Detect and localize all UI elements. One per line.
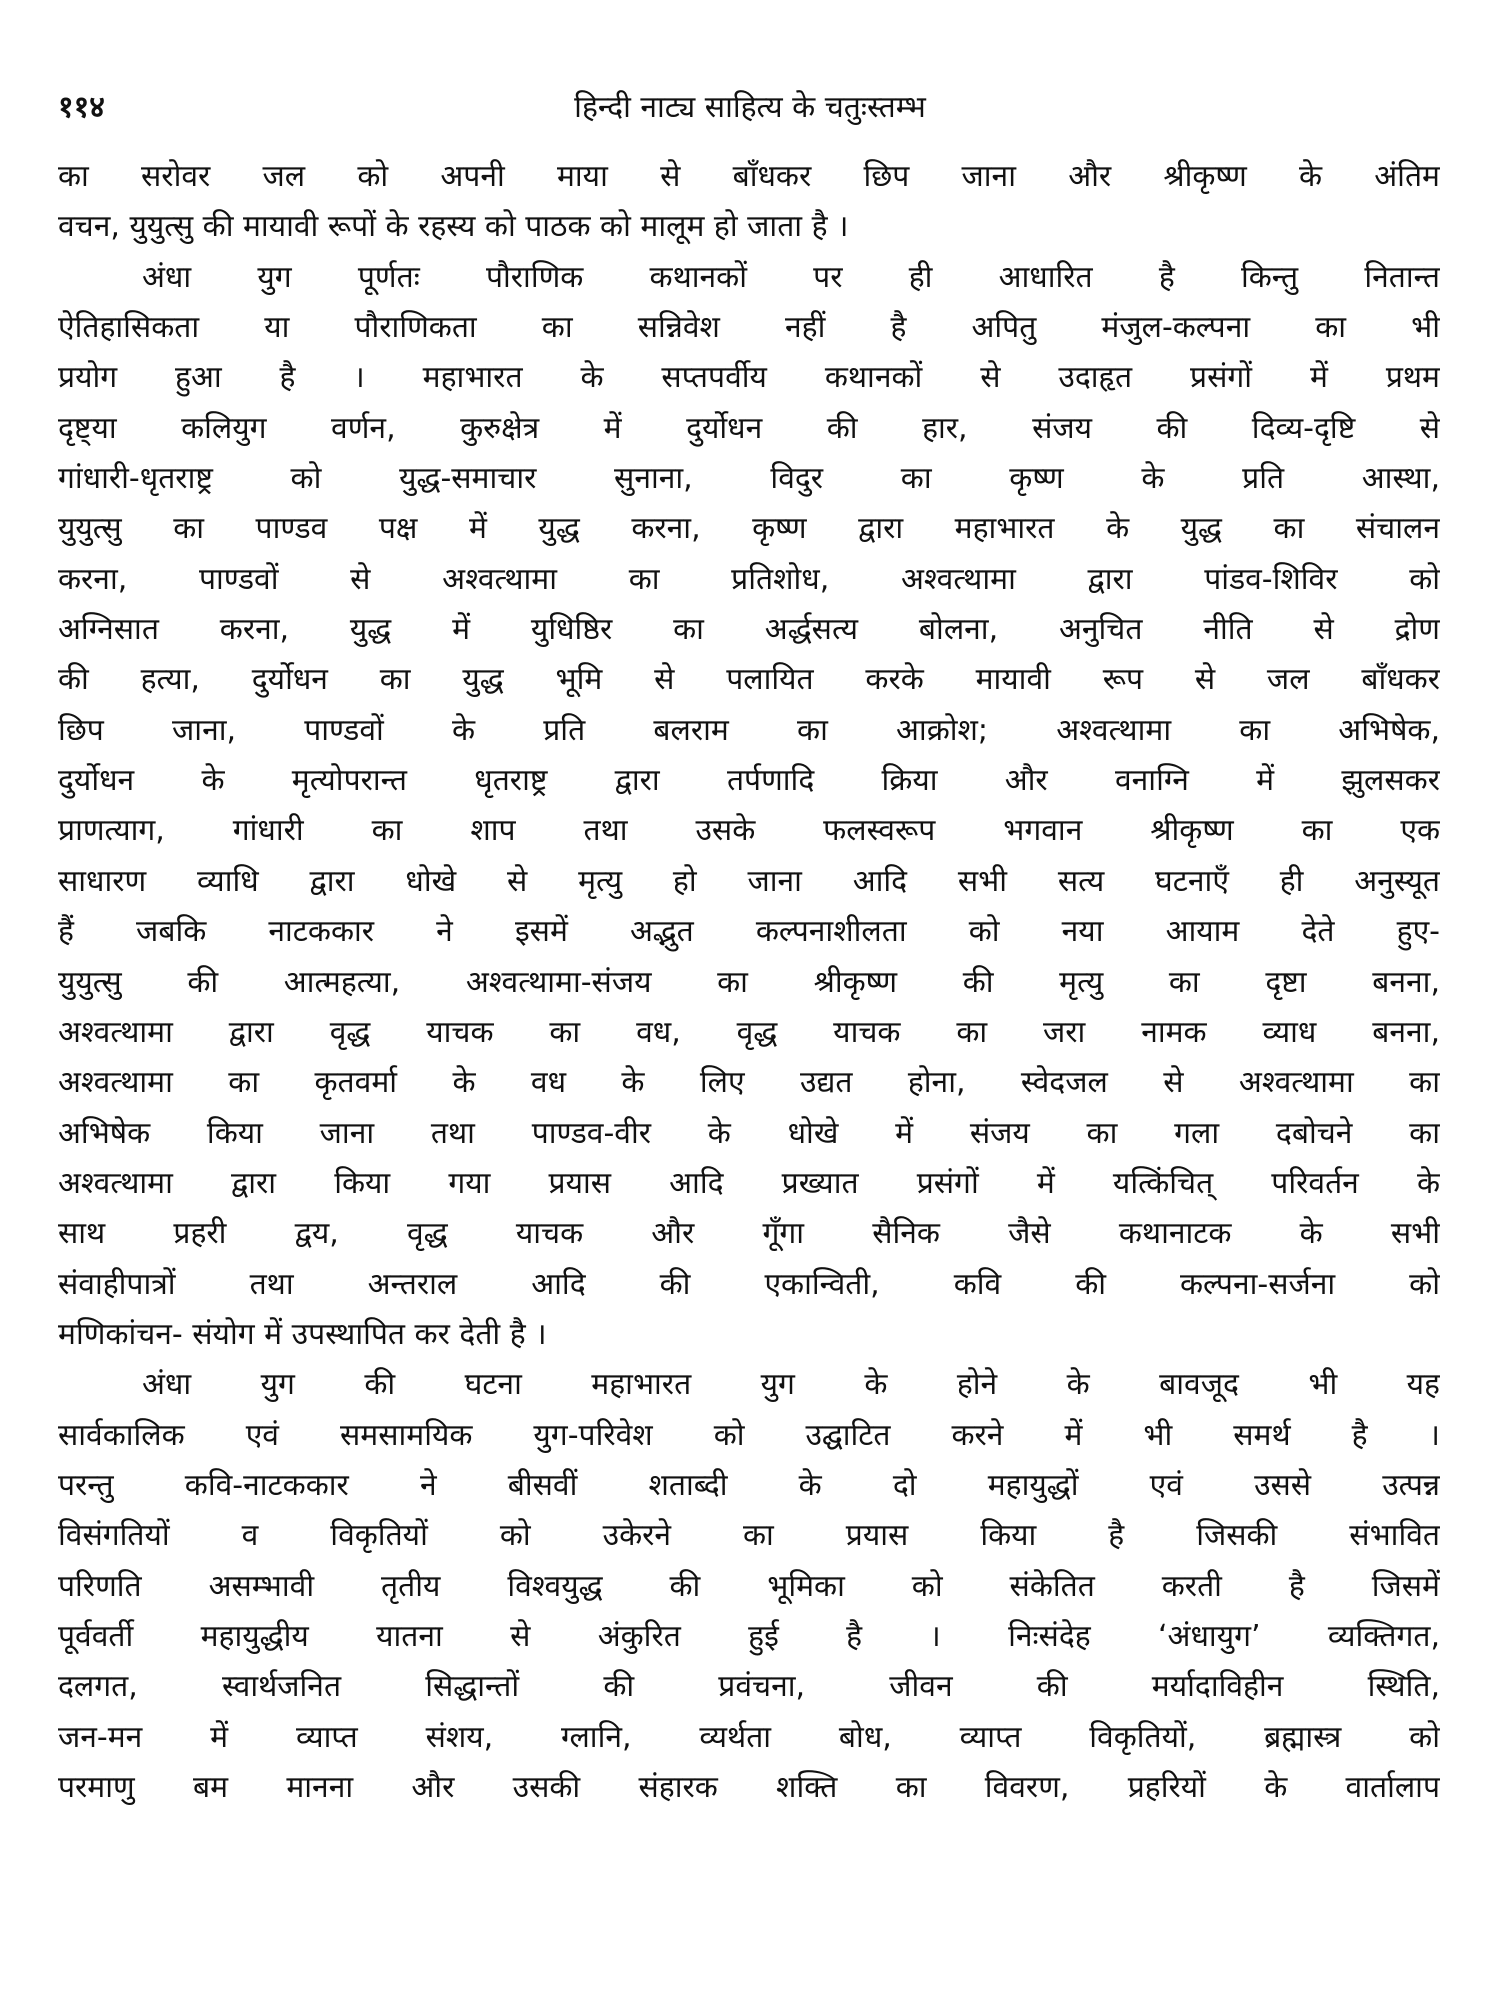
text-line: परन्तु कवि-नाटककार ने बीसवीं शताब्दी के दो महायुद्धों एवं उससे उत्पन्न <box>58 1467 1440 1503</box>
text-line: की हत्या, दुर्योधन का युद्ध भूमि से पलायित करके मायावी रूप से जल बाँधकर <box>58 662 1440 698</box>
running-head <box>58 84 1442 132</box>
paragraph-1 <box>58 152 1440 253</box>
text-line: करना, पाण्डवों से अश्वत्थामा का प्रतिशोध, अश्वत्थामा द्वारा पांडव-शिविर को <box>58 561 1440 597</box>
text-line: परिणति असम्भावी तृतीय विश्वयुद्ध की भूमिका को संकेतित करती है जिसमें <box>58 1568 1440 1604</box>
page-body <box>58 152 1440 1813</box>
text-line: प्राणत्याग, गांधारी का शाप तथा उसके फलस्वरूप भगवान श्रीकृष्ण का एक <box>58 813 1440 849</box>
text-line: ऐतिहासिकता या पौराणिकता का सन्निवेश नहीं है अपितु मंजुल-कल्पना का भी <box>58 310 1440 346</box>
text-line: अश्वत्थामा द्वारा वृद्ध याचक का वध, वृद्ध याचक का जरा नामक व्याध बनना, <box>58 1014 1440 1050</box>
text-line: साधारण व्याधि द्वारा धोखे से मृत्यु हो जाना आदि सभी सत्य घटनाएँ ही अनुस्यूत <box>58 863 1440 899</box>
text-line: प्रयोग हुआ है । महाभारत के सप्तपर्वीय कथानकों से उदाहृत प्रसंगों में प्रथम <box>58 360 1440 396</box>
text-line: साथ प्रहरी द्वय, वृद्ध याचक और गूँगा सैनिक जैसे कथानाटक के सभी <box>58 1216 1440 1252</box>
page-number: ११४ <box>58 90 105 125</box>
text-line: अभिषेक किया जाना तथा पाण्डव-वीर के धोखे में संजय का गला दबोचने का <box>58 1115 1440 1151</box>
text-line: अंधा युग पूर्णतः पौराणिक कथानकों पर ही आधारित है किन्तु नितान्त <box>142 259 1440 295</box>
running-head-title: हिन्दी नाट्य साहित्य के चतुःस्तम्भ <box>574 90 926 125</box>
paragraph-3 <box>58 1360 1440 1813</box>
text-line: अग्निसात करना, युद्ध में युधिष्ठिर का अर्द्धसत्य बोलना, अनुचित नीति से द्रोण <box>58 612 1440 648</box>
text-line: दलगत, स्वार्थजनित सिद्धान्तों की प्रवंचना, जीवन की मर्यादाविहीन स्थिति, <box>58 1669 1440 1705</box>
text-line: विसंगतियों व विकृतियों को उकेरने का प्रयास किया है जिसकी संभावित <box>58 1518 1440 1554</box>
text-line: अश्वत्थामा का कृतवर्मा के वध के लिए उद्यत होना, स्वेदजल से अश्वत्थामा का <box>58 1065 1440 1101</box>
text-line: संवाहीपात्रों तथा अन्तराल आदि की एकान्विती, कवि की कल्पना-सर्जना को <box>58 1266 1440 1302</box>
text-line: युयुत्सु की आत्महत्या, अश्वत्थामा-संजय का श्रीकृष्ण की मृत्यु का दृष्टा बनना, <box>58 964 1440 1000</box>
text-line: वचन, युयुत्सु की मायावी रूपों के रहस्य को पाठक को मालूम हो जाता है । <box>58 209 849 245</box>
text-line: मणिकांचन- संयोग में उपस्थापित कर देती है । <box>58 1316 547 1352</box>
text-line: गांधारी-धृतराष्ट्र को युद्ध-समाचार सुनाना, विदुर का कृष्ण के प्रति आस्था, <box>58 461 1440 497</box>
text-line: दृष्ट्या कलियुग वर्णन, कुरुक्षेत्र में दुर्योधन की हार, संजय की दिव्य-दृष्टि से <box>58 410 1440 446</box>
text-line: अंधा युग की घटना महाभारत युग के होने के बावजूद भी यह <box>142 1367 1440 1403</box>
text-line: छिप जाना, पाण्डवों के प्रति बलराम का आक्रोश; अश्वत्थामा का अभिषेक, <box>58 712 1440 748</box>
text-line: परमाणु बम मानना और उसकी संहारक शक्ति का विवरण, प्रहरियों के वार्तालाप <box>58 1770 1440 1805</box>
text-line: जन-मन में व्याप्त संशय, ग्लानि, व्यर्थता बोध, व्याप्त विकृतियों, ब्रह्मास्त्र को <box>58 1719 1440 1755</box>
paragraph-2 <box>58 253 1440 1361</box>
text-line: पूर्ववर्ती महायुद्धीय यातना से अंकुरित हुई है । निःसंदेह ‘अंधायुग’ व्यक्तिगत, <box>58 1618 1440 1654</box>
text-line: सार्वकालिक एवं समसामयिक युग-परिवेश को उद्घाटित करने में भी समर्थ है । <box>58 1417 1440 1453</box>
text-line: अश्वत्थामा द्वारा किया गया प्रयास आदि प्रख्यात प्रसंगों में यत्किंचित् परिवर्तन के <box>58 1165 1440 1201</box>
text-line: दुर्योधन के मृत्योपरान्त धृतराष्ट्र द्वारा तर्पणादि क्रिया और वनाग्नि में झुलसकर <box>58 763 1440 799</box>
text-line: का सरोवर जल को अपनी माया से बाँधकर छिप जाना और श्रीकृष्ण के अंतिम <box>58 159 1440 194</box>
text-line: हैं जबकि नाटककार ने इसमें अद्भुत कल्पनाशीलता को नया आयाम देते हुए- <box>58 914 1440 950</box>
text-line: युयुत्सु का पाण्डव पक्ष में युद्ध करना, कृष्ण द्वारा महाभारत के युद्ध का संचालन <box>58 511 1440 547</box>
